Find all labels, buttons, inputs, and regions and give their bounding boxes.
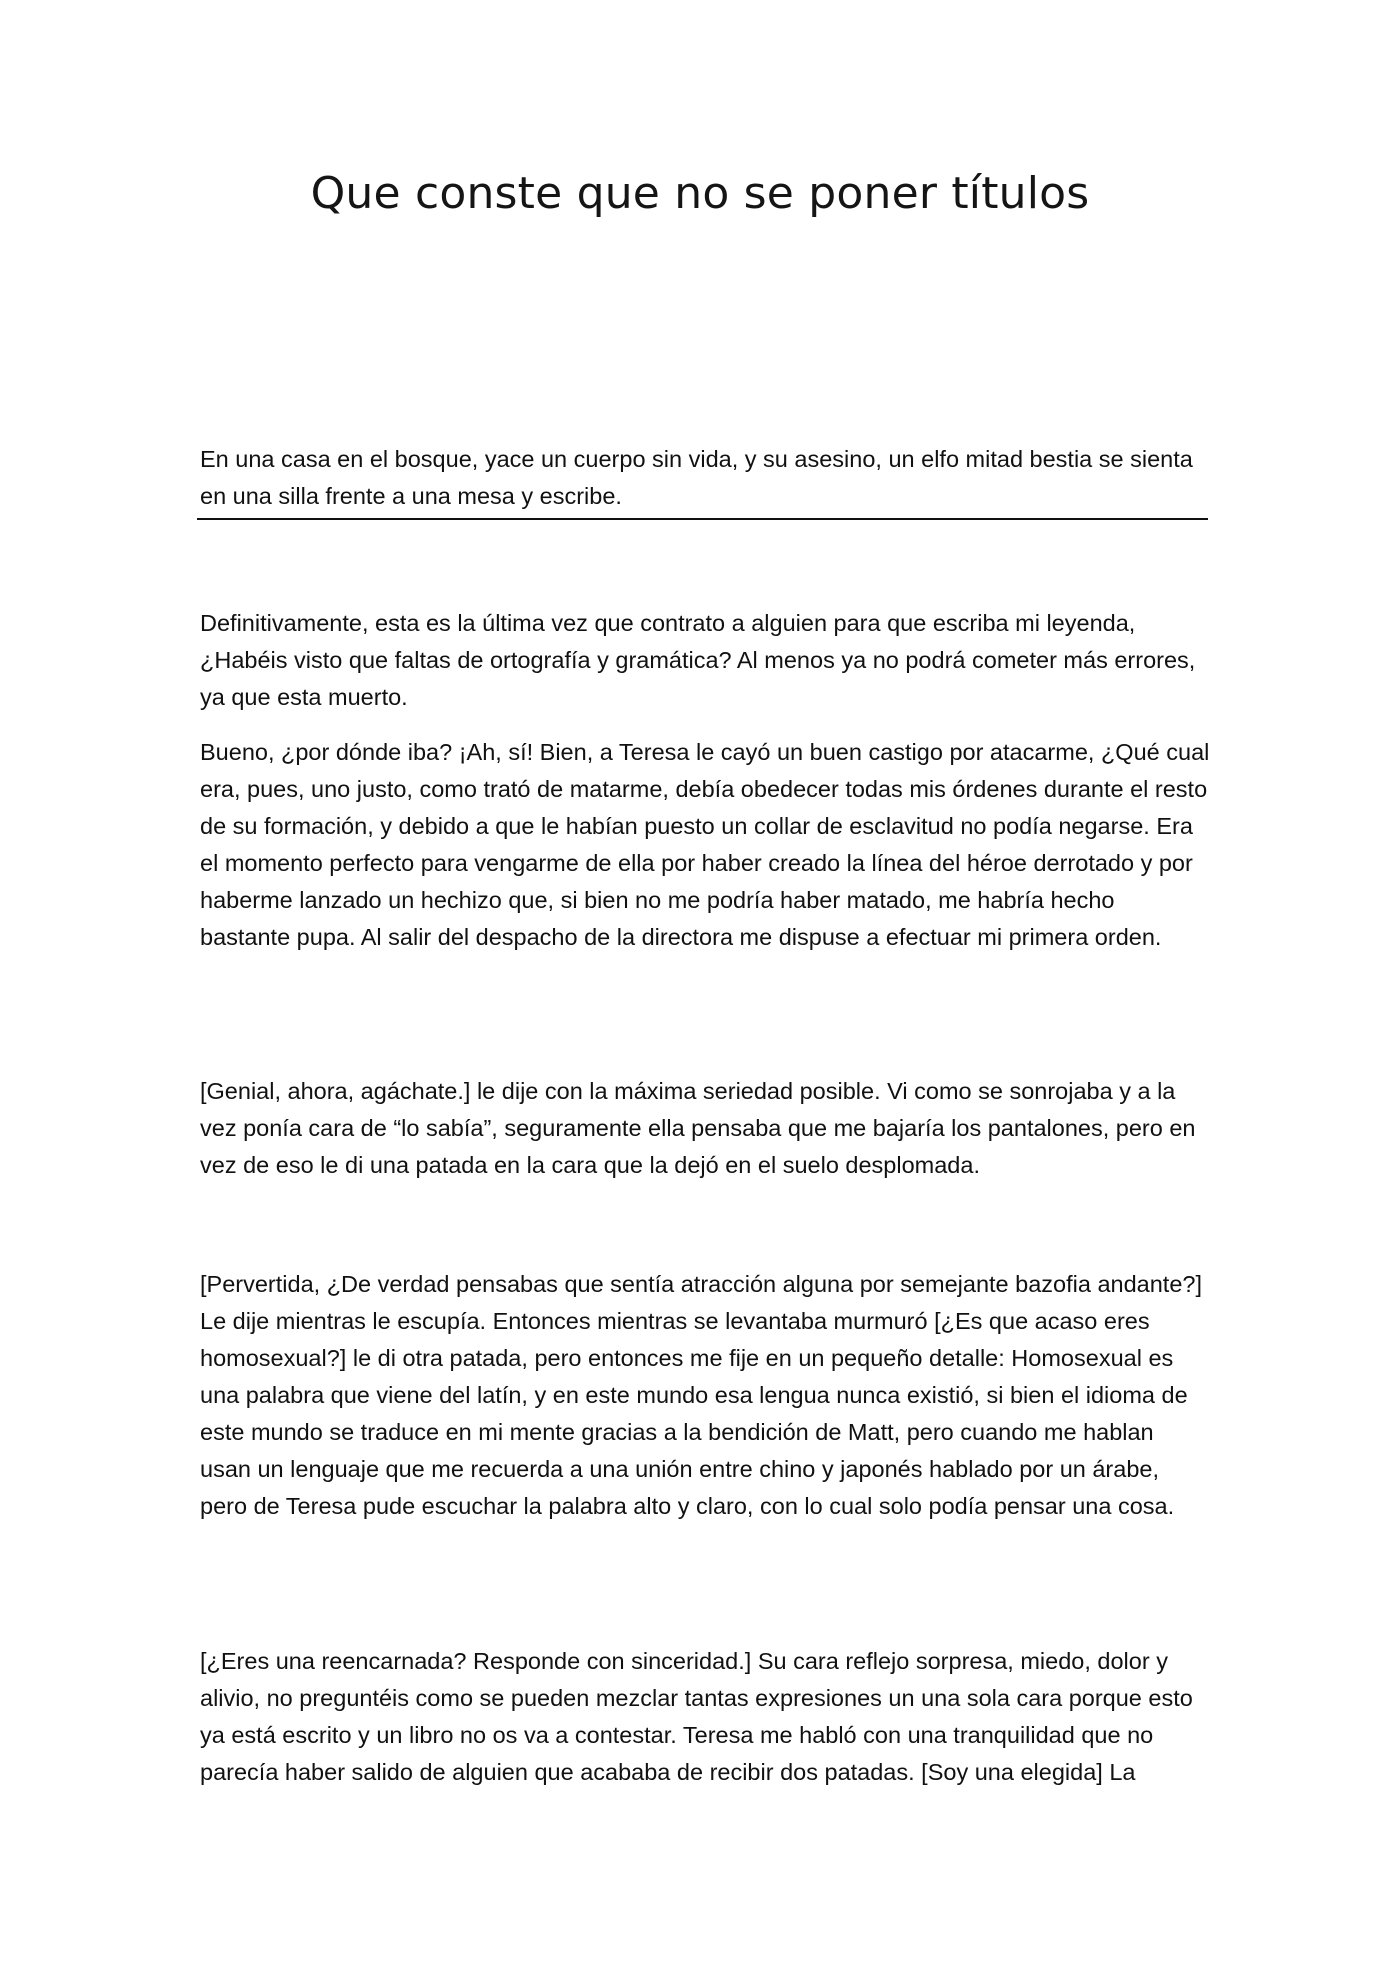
- body-paragraph: Bueno, ¿por dónde iba? ¡Ah, sí! Bien, a Teresa le cayó un buen castigo por atacarme, ¿Qué cual era, pues, uno justo, como trató de matarme, debía obedecer todas mis órdenes durante el resto de su formación, y debido a que le habían puesto un collar de esclavitud no podía negarse. Era el momento perfecto para vengarme de ella por haber creado la línea del héroe derrotado y por haberme lanzado un hechizo que, si bien no me podría haber matado, me habría hecho bastante pupa. Al salir del despacho de la directora me dispuse a efectuar mi primera orden.: [200, 739, 1210, 950]
- body-paragraph: [¿Eres una reencarnada? Responde con sinceridad.] Su cara reflejo sorpresa, miedo, dolor y alivio, no preguntéis como se pueden mezclar tantas expresiones un una sola cara porque esto ya está escrito y un libro no os va a contestar. Teresa me habló con una tranquilidad que no parecía haber salido de alguien que acababa de recibir dos patadas. [Soy una elegida] La: [200, 1648, 1193, 1785]
- intro-paragraph: En una casa en el bosque, yace un cuerpo sin vida, y su asesino, un elfo mitad bestia se sienta en una silla frente a una mesa y escribe.: [200, 446, 1193, 509]
- page-title: Que conste que no se poner títulos: [310, 168, 1090, 219]
- body-paragraph: [Pervertida, ¿De verdad pensabas que sentía atracción alguna por semejante bazofia andante?] Le dije mientras le escupía. Entonces mientras se levantaba murmuró [¿Es que acaso eres homosexual?] le di otra patada, pero entonces me fije en un pequeño detalle: Homosexual es una palabra que viene del latín, y en este mundo esa lengua nunca existió, si bien el idioma de este mundo se traduce en mi mente gracias a la bendición de Matt, pero cuando me hablan usan un lenguaje que me recuerda a una unión entre chino y japonés hablado por un árabe, pero de Teresa pude escuchar la palabra alto y claro, con lo cual solo podía pensar una cosa.: [200, 1271, 1203, 1519]
- body-paragraph: [Genial, ahora, agáchate.] le dije con la máxima seriedad posible. Vi como se sonrojaba y a la vez ponía cara de “lo sabía”, seguramente ella pensaba que me bajaría los pantalones, pero en vez de eso le di una patada en la cara que la dejó en el suelo desplomada.: [200, 1078, 1196, 1178]
- horizontal-divider: [197, 518, 1208, 520]
- body-paragraph: Definitivamente, esta es la última vez que contrato a alguien para que escriba mi leyenda, ¿Habéis visto que faltas de ortografía y gramática? Al menos ya no podrá cometer más errores, ya que esta muerto.: [200, 610, 1196, 710]
